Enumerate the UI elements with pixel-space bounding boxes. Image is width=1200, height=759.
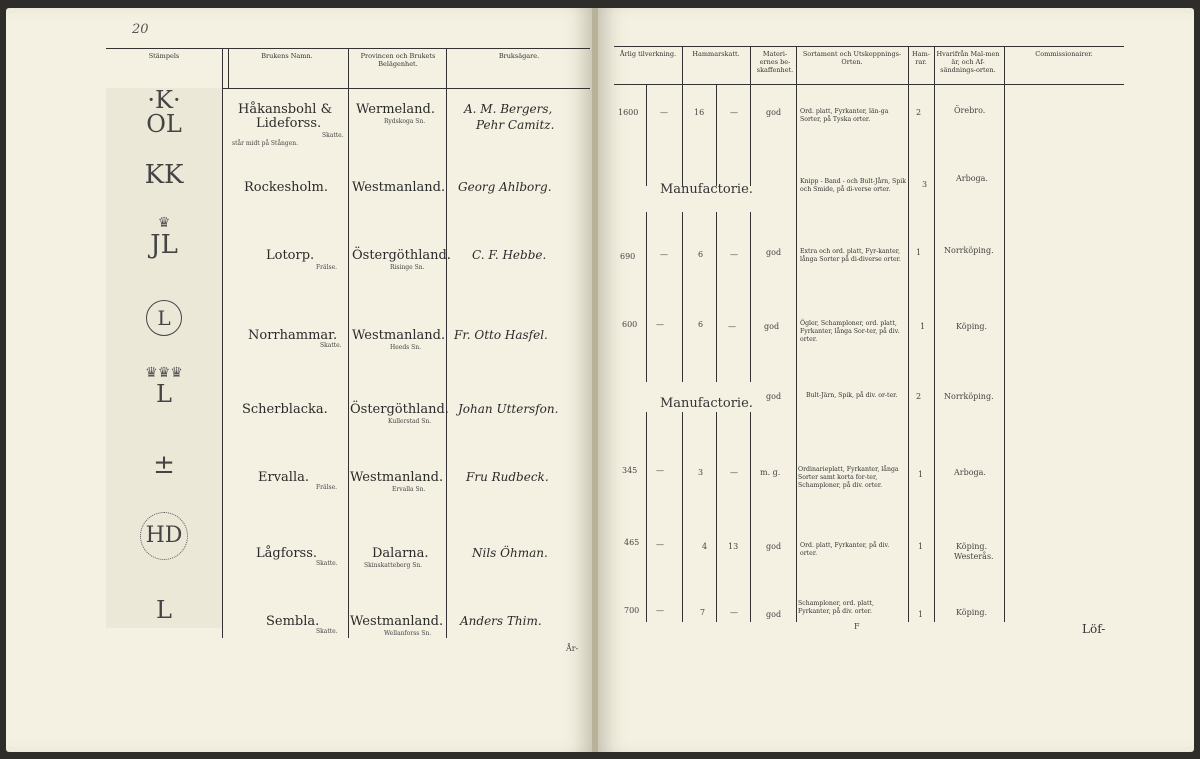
origin: Köping. — [956, 608, 988, 617]
province: Östergöthland. — [352, 248, 451, 263]
works-note: står midt på Stången. — [232, 140, 299, 147]
origin: Köping. — [956, 322, 988, 331]
header-top-rule — [614, 46, 1124, 47]
material: god — [766, 610, 782, 619]
col-divider — [750, 412, 751, 622]
assortment: Schamploner, ord. platt, Fyrkanter, på div. orter. — [798, 600, 874, 615]
works-name: Lotorp. — [266, 248, 315, 263]
right-page — [598, 8, 1194, 752]
production: 1600 — [618, 108, 639, 117]
hammers: 1 — [918, 610, 924, 619]
hammers: 2 — [916, 108, 922, 117]
origin: Norrköping. — [944, 392, 994, 401]
owner: Fru Rudbeck. — [466, 470, 549, 484]
stamp-2: KK — [144, 160, 184, 190]
province: Östergöthland. — [350, 402, 449, 417]
stamp-6: ± — [153, 450, 175, 480]
origin: Arboga. — [956, 174, 988, 183]
left-page — [6, 8, 592, 752]
col-divider — [750, 46, 751, 186]
hammer-tax-2: 6 — [698, 250, 704, 259]
assortment: Ordinarieplatt, Fyrkanter, långa Sorter samt korta for-ter, Schamploner, på div. orter. — [798, 466, 899, 489]
header-assortment: Sortament och Utskeppnings-Orten. — [802, 50, 902, 66]
production: 465 — [624, 538, 640, 547]
header-hammers: Ham-rar. — [912, 50, 930, 66]
owner: A. M. Bergers, — [464, 102, 553, 116]
hammer-tax-1: — — [660, 250, 668, 259]
col-divider — [348, 48, 349, 638]
col-divider — [716, 84, 717, 186]
col-divider — [682, 212, 683, 382]
owner: Georg Ahlborg. — [458, 180, 552, 194]
owner: Johan Uttersfon. — [458, 402, 559, 416]
crown-icon: ♛ — [157, 215, 171, 231]
works-name: Scherblacka. — [242, 402, 328, 417]
hammers: 1 — [916, 248, 922, 257]
material: god — [766, 248, 782, 257]
stamp-8: L — [156, 596, 172, 624]
col-divider — [716, 412, 717, 622]
hammer-tax-2: 4 — [702, 542, 708, 551]
header-material: Materi-ernes be-skaffenhet. — [756, 50, 794, 74]
stamp-5: ♛♛♛ L — [106, 366, 222, 408]
material: god — [766, 542, 782, 551]
hammer-tax-1: — — [660, 108, 668, 117]
works-note: Frälse. — [316, 264, 338, 271]
header-stamp: Stämpels — [148, 52, 180, 60]
origin: Norrköping. — [944, 246, 994, 255]
header-production: Årlig tilverkning. — [619, 50, 677, 58]
hammer-tax-3: — — [730, 250, 738, 259]
parish: Risinge Sn. — [390, 264, 425, 271]
stamp-3: ♛ JL — [106, 216, 222, 260]
col-divider — [646, 84, 647, 186]
col-divider — [750, 212, 751, 382]
col-divider — [716, 212, 717, 382]
signature-mark: F — [854, 622, 860, 631]
hammer-tax-3: 13 — [728, 542, 739, 551]
manufactorie-label: Manufactorie. — [660, 182, 753, 197]
assortment: Extra och ord. platt, Fyr-kanter, långa Sorter på di-diverse orter. — [800, 248, 901, 263]
production: 345 — [622, 466, 638, 475]
province: Westmanland. — [350, 470, 444, 485]
works-name: Lågforss. — [256, 546, 318, 561]
assortment: Ögler, Schamploner, ord. platt, Fyrkanter, långa Sor-ter, på div. orter. — [800, 320, 900, 343]
catchword-left: År- — [566, 644, 579, 653]
works-note: Skatte. — [320, 342, 342, 349]
production: 700 — [624, 606, 640, 615]
works-note: Skatte. — [316, 560, 338, 567]
hammer-tax-1: — — [656, 466, 664, 475]
origin: Arboga. — [954, 468, 986, 477]
hammer-tax-2: 3 — [698, 468, 704, 477]
owner: Pehr Camitz. — [476, 118, 555, 132]
origin: Köping. — [956, 542, 988, 551]
owner: Nils Öhman. — [472, 546, 548, 560]
material: god — [766, 108, 782, 117]
col-divider — [228, 48, 229, 88]
parish: Ervalla Sn. — [392, 486, 426, 493]
production: 600 — [622, 320, 638, 329]
crown-icon: ♛♛♛ — [145, 365, 183, 381]
hammer-tax-3: — — [730, 108, 738, 117]
header-works: Brukens Namn. — [261, 52, 313, 60]
owner: Anders Thim. — [460, 614, 542, 628]
works-name: Lideforss. — [256, 116, 322, 131]
header-origin: Hvarifrån Mal-men är, och Af-sändnings-orten. — [936, 50, 1000, 74]
col-divider — [222, 48, 223, 638]
col-divider — [646, 412, 647, 622]
hammer-tax-2: 7 — [700, 608, 706, 617]
works-name: Ervalla. — [258, 470, 309, 485]
origin: Westerås. — [954, 552, 994, 561]
hammer-tax-1: — — [656, 320, 664, 329]
material: m. g. — [760, 468, 781, 477]
province: Wermeland. — [356, 102, 435, 117]
assortment: Ord. platt, Fyrkanter, län-ga Sorter, på Tyska orter. — [800, 108, 889, 123]
works-name: Rockesholm. — [244, 180, 328, 195]
province: Westmanland. — [352, 180, 446, 195]
assortment: Bult-Järn, Spik, på div. or-ter. — [806, 392, 898, 399]
works-name: Håkansbohl & — [238, 102, 333, 117]
hammer-tax-1: — — [656, 606, 664, 615]
material: god — [764, 322, 780, 331]
header-hammer-tax: Hammarskatt. — [692, 50, 740, 58]
page-number: 20 — [132, 22, 149, 37]
col-divider — [796, 46, 797, 622]
parish: Rydskoga Sn. — [384, 118, 426, 125]
parish: Heeds Sn. — [390, 344, 422, 351]
col-divider — [908, 46, 909, 622]
stamp-1: ·K· OL — [146, 86, 182, 138]
works-name: Norrhammar. — [248, 328, 338, 343]
owner: Fr. Otto Hasfel. — [454, 328, 548, 342]
province: Westmanland. — [352, 328, 446, 343]
header-commission: Commissionairer. — [1035, 50, 1093, 58]
owner: C. F. Hebbe. — [472, 248, 547, 262]
province: Westmanland. — [350, 614, 444, 629]
hammers: 1 — [918, 542, 924, 551]
works-note: Skatte. — [316, 628, 338, 635]
catchword-right: Löf- — [1082, 622, 1106, 636]
manufactorie-label: Manufactorie. — [660, 396, 753, 411]
works-note: Frälse. — [316, 484, 338, 491]
origin: Örebro. — [954, 106, 986, 115]
production: 690 — [620, 252, 636, 261]
hammer-tax-3: — — [730, 468, 738, 477]
header-province: Provincen och Brukets Belägenhet. — [360, 52, 436, 68]
hammer-tax-3: — — [730, 608, 738, 617]
works-note: Skatte. — [322, 132, 344, 139]
hammer-tax-2: 6 — [698, 320, 704, 329]
hammers: 1 — [918, 470, 924, 479]
hammer-tax-2: 16 — [694, 108, 705, 117]
stamp-7: HD — [106, 512, 222, 560]
works-name: Sembla. — [266, 614, 320, 629]
parish: Kullerstad Sn. — [388, 418, 432, 425]
hammer-tax-1: — — [656, 540, 664, 549]
header-bottom-rule — [614, 84, 1124, 85]
parish: Wellanforss Sn. — [384, 630, 432, 637]
col-divider — [682, 412, 683, 622]
header-owner: Bruksägare. — [498, 52, 540, 60]
col-divider — [646, 212, 647, 382]
col-divider — [1004, 46, 1005, 622]
province: Dalarna. — [372, 546, 429, 561]
hammers: 3 — [922, 180, 928, 189]
hammers: 1 — [920, 322, 926, 331]
stamp-4: L — [106, 300, 222, 336]
material: god — [766, 392, 782, 401]
col-divider — [446, 48, 447, 638]
hammer-tax-3: — — [728, 322, 736, 331]
assortment: Knipp - Band - och Bult-Jårn, Spik och Smide, på di-verse orter. — [800, 178, 906, 193]
col-divider — [934, 46, 935, 622]
assortment: Ord. platt, Fyrkanter, på div. orter. — [800, 542, 890, 557]
parish: Skinskatteberg Sn. — [364, 562, 423, 569]
col-divider — [682, 46, 683, 186]
hammers: 2 — [916, 392, 922, 401]
